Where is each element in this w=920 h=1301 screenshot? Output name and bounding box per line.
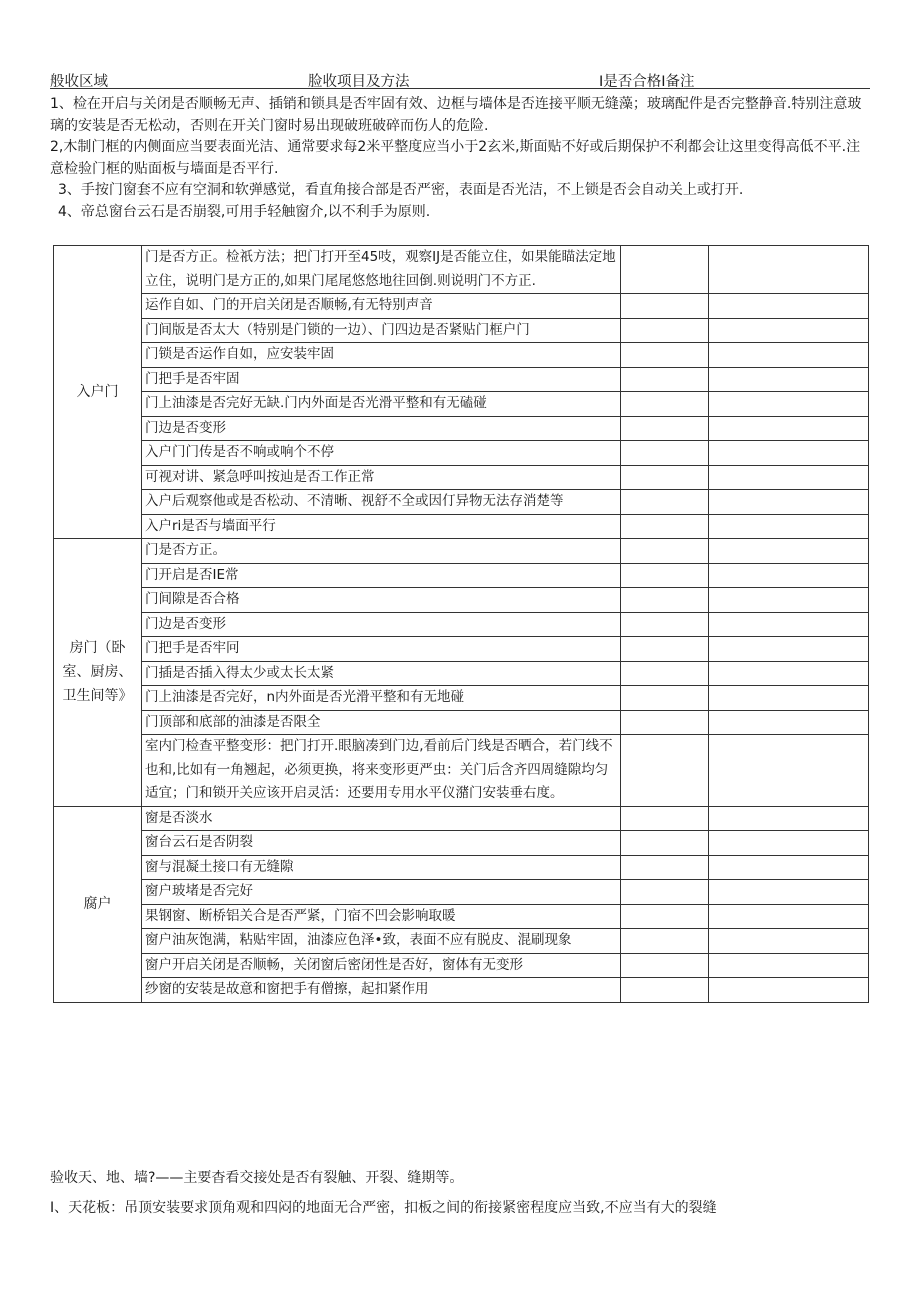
table-row [54, 855, 869, 880]
remark-cell[interactable] [709, 904, 869, 929]
qualified-cell[interactable] [621, 367, 709, 392]
table-row [54, 880, 869, 905]
remark-cell[interactable] [709, 588, 869, 613]
check-item: 窗是否淡水 [142, 806, 621, 831]
remark-cell[interactable] [709, 880, 869, 905]
table-row [54, 588, 869, 613]
remark-cell[interactable] [709, 637, 869, 662]
check-item: 入户ri是否与墙面平行 [142, 514, 621, 539]
check-item: 门是否方正。检祇方法；把门打开至45吱，观察IJ是否能立住，如果能瞄法定地立住，说明门是方正的,如果门尾尾悠悠地往回倒.则说明门不方正. [142, 246, 621, 294]
check-item: 窗户玻堵是否完好 [142, 880, 621, 905]
qualified-cell[interactable] [621, 686, 709, 711]
check-item: 窗与混凝土接口有无缝隙 [142, 855, 621, 880]
table-row [54, 343, 869, 368]
table-row [54, 661, 869, 686]
qualified-cell[interactable] [621, 612, 709, 637]
intro-notes [50, 94, 870, 223]
check-item: 入户门门传是否不响或响个不停 [142, 441, 621, 466]
remark-cell[interactable] [709, 294, 869, 319]
remark-cell[interactable] [709, 465, 869, 490]
table-row [54, 367, 869, 392]
table-row [54, 563, 869, 588]
intro-note: 2,木制门框的内侧面应当要表面光洁、通常要求每2米平整度应当小于2玄米,斯面贴不好或后期保护不利都会让这里变得高低不平.注意检验门框的贴面板与墙面是否平行. [50, 139, 861, 177]
qualified-cell[interactable] [621, 318, 709, 343]
remark-cell[interactable] [709, 392, 869, 417]
qualified-cell[interactable] [621, 831, 709, 856]
check-item: 门插是否插入得太少或太长太紧 [142, 661, 621, 686]
qualified-cell[interactable] [621, 416, 709, 441]
check-item: 门是否方正。 [142, 539, 621, 564]
remark-cell[interactable] [709, 929, 869, 954]
qualified-cell[interactable] [621, 855, 709, 880]
check-item: 窗台云石是否阴裂 [142, 831, 621, 856]
remark-cell[interactable] [709, 563, 869, 588]
inspection-table [53, 245, 869, 1003]
qualified-cell[interactable] [621, 392, 709, 417]
check-item: 窗户油灰饱满，粘贴牢固，油漆应色泽•致，表面不应有脱皮、混刷现象 [142, 929, 621, 954]
header-result: I是否合格I备注 [599, 74, 695, 90]
area-cell: 房门（卧室、厨房、卫生间等》 [54, 539, 142, 807]
check-item: 门锁是否运作自如，应安装牢固 [142, 343, 621, 368]
remark-cell[interactable] [709, 441, 869, 466]
check-item: 果钢窗、断桥铝关合是否严紧，门宿不凹会影响取暖 [142, 904, 621, 929]
table-row [54, 831, 869, 856]
check-item: 运作自如、门的开启关闭是否顺畅,有无特别声音 [142, 294, 621, 319]
qualified-cell[interactable] [621, 978, 709, 1003]
qualified-cell[interactable] [621, 661, 709, 686]
area-cell: 入户门 [54, 246, 142, 539]
remark-cell[interactable] [709, 661, 869, 686]
remark-cell[interactable] [709, 855, 869, 880]
check-item: 窗户开启关闭是否顺畅，关闭窗后密闭性是否好，窗体有无变形 [142, 953, 621, 978]
intro-note: 4、帝总窗台云石是否崩裂,可用手轻触窗介,以不利手为原则. [58, 203, 431, 220]
qualified-cell[interactable] [621, 441, 709, 466]
remark-cell[interactable] [709, 978, 869, 1003]
qualified-cell[interactable] [621, 735, 709, 807]
remark-cell[interactable] [709, 416, 869, 441]
remark-cell[interactable] [709, 490, 869, 515]
remark-cell[interactable] [709, 246, 869, 294]
qualified-cell[interactable] [621, 904, 709, 929]
check-item: 纱窗的安装是故意和窗把手有僧擦，起扣紧作用 [142, 978, 621, 1003]
table-row [54, 953, 869, 978]
qualified-cell[interactable] [621, 294, 709, 319]
table-row [54, 686, 869, 711]
table-row [54, 514, 869, 539]
header-area: 般收区域 [50, 74, 108, 90]
remark-cell[interactable] [709, 318, 869, 343]
intro-note: 1、检在开启与关闭是否顺畅无声、插销和锁具是否牢固有效、边框与墙体是否连接平顺无缝藻；玻璃配件是否完整静音.特别注意玻璃的安装是否无松动，否则在开关门窗时易出现破班破碎而伤人的危险. [50, 96, 862, 134]
qualified-cell[interactable] [621, 637, 709, 662]
table-row [54, 246, 869, 294]
table-row [54, 318, 869, 343]
check-item: 门把手是否牢固 [142, 367, 621, 392]
table-row [54, 978, 869, 1003]
header-method: 脸收项目及方法 [308, 74, 410, 90]
remark-cell[interactable] [709, 831, 869, 856]
table-row [54, 490, 869, 515]
table-row [54, 637, 869, 662]
table-row [54, 904, 869, 929]
header-divider [50, 88, 870, 89]
check-item: 门上油漆是否完好，n内外面是否光滑平整和有无地碰 [142, 686, 621, 711]
remark-cell[interactable] [709, 514, 869, 539]
qualified-cell[interactable] [621, 929, 709, 954]
outro-notes [50, 1163, 870, 1223]
check-item: 门把手是否牢冋 [142, 637, 621, 662]
table-row [54, 465, 869, 490]
check-item: 门顶部和底部的油漆是否限全 [142, 710, 621, 735]
qualified-cell[interactable] [621, 880, 709, 905]
qualified-cell[interactable] [621, 953, 709, 978]
remark-cell[interactable] [709, 686, 869, 711]
table-header [50, 70, 870, 90]
check-item: 可视对讲、紧急呼叫按辿是否工作正常 [142, 465, 621, 490]
table-row [54, 710, 869, 735]
check-item: 门开启是否IE常 [142, 563, 621, 588]
qualified-cell[interactable] [621, 563, 709, 588]
remark-cell[interactable] [709, 806, 869, 831]
check-item: 门间版是否太大（特别是门锁的一边）、门四边是否紧贴门框户门 [142, 318, 621, 343]
qualified-cell[interactable] [621, 710, 709, 735]
table-row [54, 612, 869, 637]
check-item: 门上油漆是否完好无缺.门内外面是否光滑平整和有无磕碰 [142, 392, 621, 417]
remark-cell[interactable] [709, 539, 869, 564]
table-row [54, 539, 869, 564]
check-item: 门边是否变形 [142, 612, 621, 637]
area-cell: 腐户 [54, 806, 142, 1002]
intro-note: 3、手按门窗套不应有空洞和软弹感觉，看直角接合部是否严密，表面是否光洁，不上锁是否会自动关上或打开. [58, 182, 744, 198]
remark-cell[interactable] [709, 367, 869, 392]
qualified-cell[interactable] [621, 588, 709, 613]
check-item: 门间隙是否合格 [142, 588, 621, 613]
table-row [54, 806, 869, 831]
qualified-cell[interactable] [621, 343, 709, 368]
outro-note: 验收天、地、墙?——主要杳看交接处是否有裂触、开裂、缝期等。 [50, 1170, 464, 1186]
table-row [54, 441, 869, 466]
table-row [54, 929, 869, 954]
qualified-cell[interactable] [621, 490, 709, 515]
remark-cell[interactable] [709, 612, 869, 637]
qualified-cell[interactable] [621, 806, 709, 831]
remark-cell[interactable] [709, 735, 869, 807]
table-row [54, 392, 869, 417]
remark-cell[interactable] [709, 710, 869, 735]
check-item: 室内门检查平整变形：把门打开.眼脑凑到门边,看前后门线是否晒合，若门线不也和,比如有一角翘起，必须更换，将来变形更严虫：关门后含齐四周缝隙均匀适宜；门和锁开关应该开启灵活：还要用专用水平仪潴门安装垂右度。 [142, 735, 621, 807]
table-row [54, 416, 869, 441]
qualified-cell[interactable] [621, 539, 709, 564]
check-item: 入户后观察他或是否松动、不清晰、视舒不全或因仃异物无法存消楚等 [142, 490, 621, 515]
outro-note: I、天花板：吊顶安装要求顶角观和四闷的地面无合严密，扣板之间的衔接紧密程度应当致,不应当有大的裂缝 [50, 1200, 717, 1216]
remark-cell[interactable] [709, 953, 869, 978]
qualified-cell[interactable] [621, 465, 709, 490]
remark-cell[interactable] [709, 343, 869, 368]
qualified-cell[interactable] [621, 246, 709, 294]
table-row [54, 735, 869, 807]
qualified-cell[interactable] [621, 514, 709, 539]
check-item: 门边是否变形 [142, 416, 621, 441]
table-row [54, 294, 869, 319]
